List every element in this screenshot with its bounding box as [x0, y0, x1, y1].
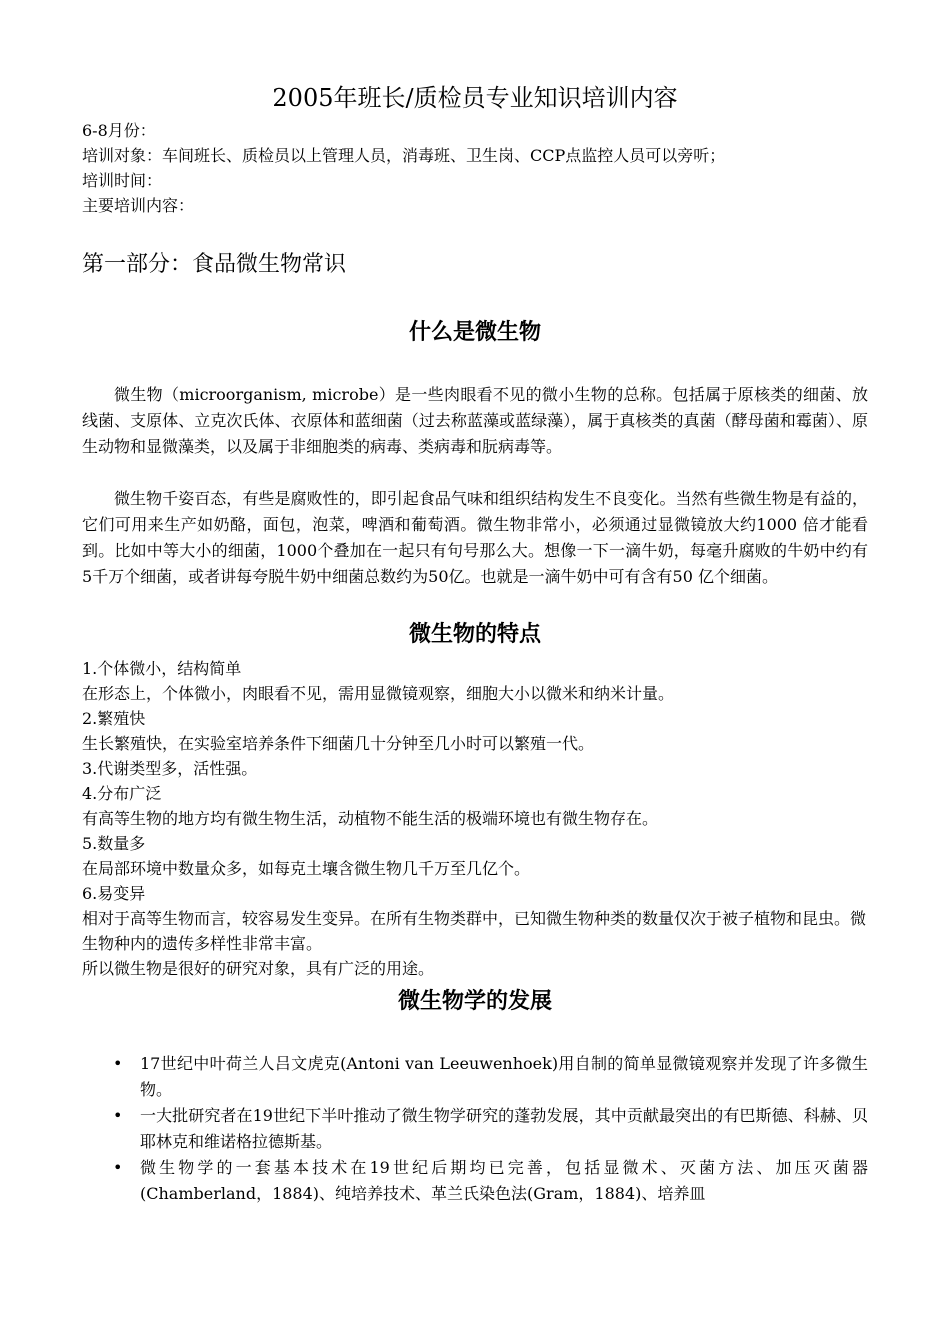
bullet-icon: • [113, 1158, 123, 1177]
section-heading-features: 微生物的特点 [408, 622, 541, 647]
features-list [82, 656, 868, 981]
feature-item: 4.分布广泛 [82, 784, 162, 803]
list-item [82, 1103, 868, 1155]
feature-desc: 在形态上，个体微小，肉眼看不见，需用显微镜观察，细胞大小以微米和纳米计量。 [82, 684, 675, 703]
meta-time: 培训时间： [82, 171, 163, 190]
feature-item: 5.数量多 [82, 834, 146, 853]
list-item-text: 微生物学的一套基本技术在19世纪后期均已完善，包括显微术、灭菌方法、加压灭菌器(Chamberland，1884)、纯培养技术、革兰氏染色法(Gram，1884)、培养皿 [140, 1158, 868, 1203]
part-heading: 第一部分：食品微生物常识 [82, 252, 347, 277]
feature-desc: 相对于高等生物而言，较容易发生变异。在所有生物类群中，已知微生物种类的数量仅次于被子植物和昆虫。微生物种内的遗传多样性非常丰富。 [82, 909, 867, 953]
feature-desc: 生长繁殖快，在实验室培养条件下细菌几十分钟至几小时可以繁殖一代。 [82, 734, 595, 753]
section-heading-development: 微生物学的发展 [397, 989, 552, 1014]
list-item-text: 17世纪中叶荷兰人吕文虎克(Antoni van Leeuwenhoek)用自制的简单显微镜观察并发现了许多微生物。 [140, 1054, 868, 1099]
features-summary: 所以微生物是很好的研究对象，具有广泛的用途。 [82, 959, 435, 978]
feature-desc: 有高等生物的地方均有微生物生活，动植物不能生活的极端环境也有微生物存在。 [82, 809, 659, 828]
meta-period: 6-8月份： [82, 121, 156, 140]
meta-audience: 培训对象：车间班长、质检员以上管理人员，消毒班、卫生岗、CCP点监控人员可以旁听； [82, 146, 726, 165]
meta-content: 主要培训内容： [82, 196, 195, 215]
development-list [82, 1051, 868, 1207]
document-title: 2005年班长/质检员专业知识培训内容 [272, 84, 678, 112]
feature-desc: 在局部环境中数量众多，如每克土壤含微生物几千万至几亿个。 [82, 859, 531, 878]
bullet-icon: • [113, 1106, 123, 1125]
list-item [82, 1155, 868, 1207]
list-item-text: 一大批研究者在19世纪下半叶推动了微生物学研究的蓬勃发展，其中贡献最突出的有巴斯德、科赫、贝耶林克和维诺格拉德斯基。 [140, 1106, 868, 1151]
feature-item: 6.易变异 [82, 884, 146, 903]
list-item [82, 1051, 868, 1103]
meta-block [82, 118, 868, 218]
paragraph: 微生物千姿百态，有些是腐败性的，即引起食品气味和组织结构发生不良变化。当然有些微生物是有益的，它们可用来生产如奶酪，面包，泡菜，啤酒和葡萄酒。微生物非常小，必须通过显微镜放大约1000 倍才能看到。比如中等大小的细菌，1000个叠加在一起只有句号那么大。想像一下一滴牛奶，每毫升腐败的牛奶中约有5千万个细菌，或者讲每夸脱牛奶中细菌总数约为50亿。也就是一滴牛奶中可有含有50 亿个细菌。 [82, 489, 868, 586]
feature-item: 1.个体微小，结构简单 [82, 659, 242, 678]
paragraph: 微生物（microorganism, microbe）是一些肉眼看不见的微小生物的总称。包括属于原核类的细菌、放线菌、支原体、立克次氏体、衣原体和蓝细菌（过去称蓝藻或蓝绿藻），属于真核类的真菌（酵母菌和霉菌）、原生动物和显微藻类，以及属于非细胞类的病毒、类病毒和朊病毒等。 [82, 385, 868, 456]
bullet-icon: • [113, 1054, 123, 1073]
feature-item: 2.繁殖快 [82, 709, 146, 728]
feature-item: 3.代谢类型多，活性强。 [82, 759, 258, 778]
section-heading-what-is: 什么是微生物 [408, 320, 541, 345]
document-page [82, 80, 868, 1207]
